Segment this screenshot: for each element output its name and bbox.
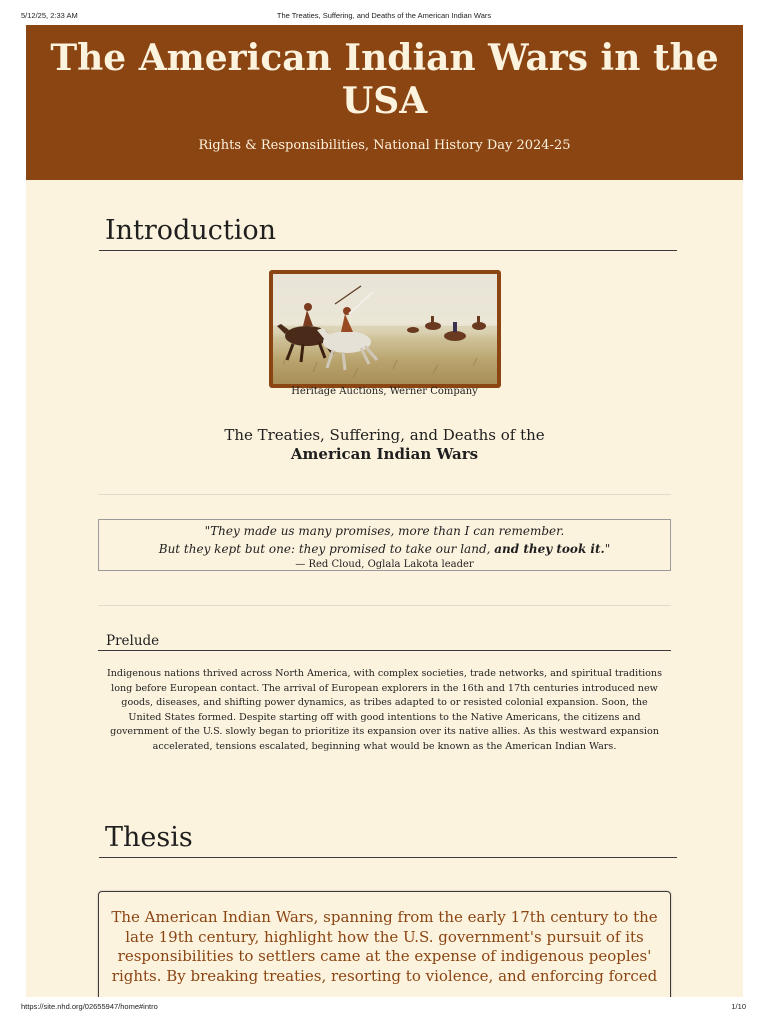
prelude-heading: Prelude (98, 632, 671, 651)
intro-title (26, 426, 743, 464)
quote-attribution: — Red Cloud, Oglala Lakota leader (295, 559, 474, 570)
quote-line2: But they kept but one: they promised to take our land, (158, 542, 495, 556)
thesis-box (98, 891, 671, 997)
print-url: https://site.nhd.org/02655947/home#intro (21, 1002, 158, 1011)
intro-title-line1: The Treaties, Suffering, and Deaths of the (224, 426, 545, 444)
print-date: 5/12/25, 2:33 AM (21, 11, 78, 20)
introduction-heading: Introduction (99, 213, 677, 251)
thesis-paragraph: The American Indian Wars, spanning from the early 17th century to the late 19th century, highlight how the U.S. government's pursuit of its responsibilities to settlers came at the expense of indigenous peoples' rights. By breaking treaties, resorting to violence, and enforcing forced (111, 908, 658, 985)
image-caption: Heritage Auctions, Werner Company (291, 386, 478, 397)
quote-emphasis: and they took it. (494, 542, 605, 556)
horsemen-painting-image (273, 274, 497, 384)
print-title: The Treaties, Suffering, and Deaths of the American Indian Wars (276, 11, 492, 20)
prelude-paragraph: Indigenous nations thrived across North America, with complex societies, trade networks, and spiritual traditions long before European contact. The arrival of European explorers in the 16th and 17th centuries introduced new goods, diseases, and shifting power dynamics, as tribes adapted to or resisted colonial expansion. Soon, the United States formed. Despite starting off with good intentions to the Native Americans, the citizens and government of the U.S. slowly began to prioritize its expansion over its native allies. As this westward expansion accelerated, tensions escalated, beginning what would be known as the American Indian Wars. (106, 668, 663, 752)
print-footer (0, 1002, 768, 1014)
intro-title-line2: American Indian Wars (290, 445, 479, 463)
print-page-number: 1/10 (731, 1002, 746, 1011)
quote-line1: "They made us many promises, more than I can remember. (204, 524, 565, 538)
divider (98, 494, 671, 495)
thesis-heading: Thesis (99, 820, 677, 858)
site-subtitle: Rights & Responsibilities, National History Day 2024-25 (198, 138, 571, 153)
quote-text (99, 522, 670, 558)
site-content (26, 25, 743, 997)
divider (98, 605, 671, 606)
site-title: The American Indian Wars in the USA (50, 37, 719, 122)
site-banner (26, 25, 743, 180)
quote-close: " (604, 542, 611, 556)
intro-painting (269, 270, 501, 388)
quote-box (98, 519, 671, 571)
print-header (0, 11, 768, 23)
